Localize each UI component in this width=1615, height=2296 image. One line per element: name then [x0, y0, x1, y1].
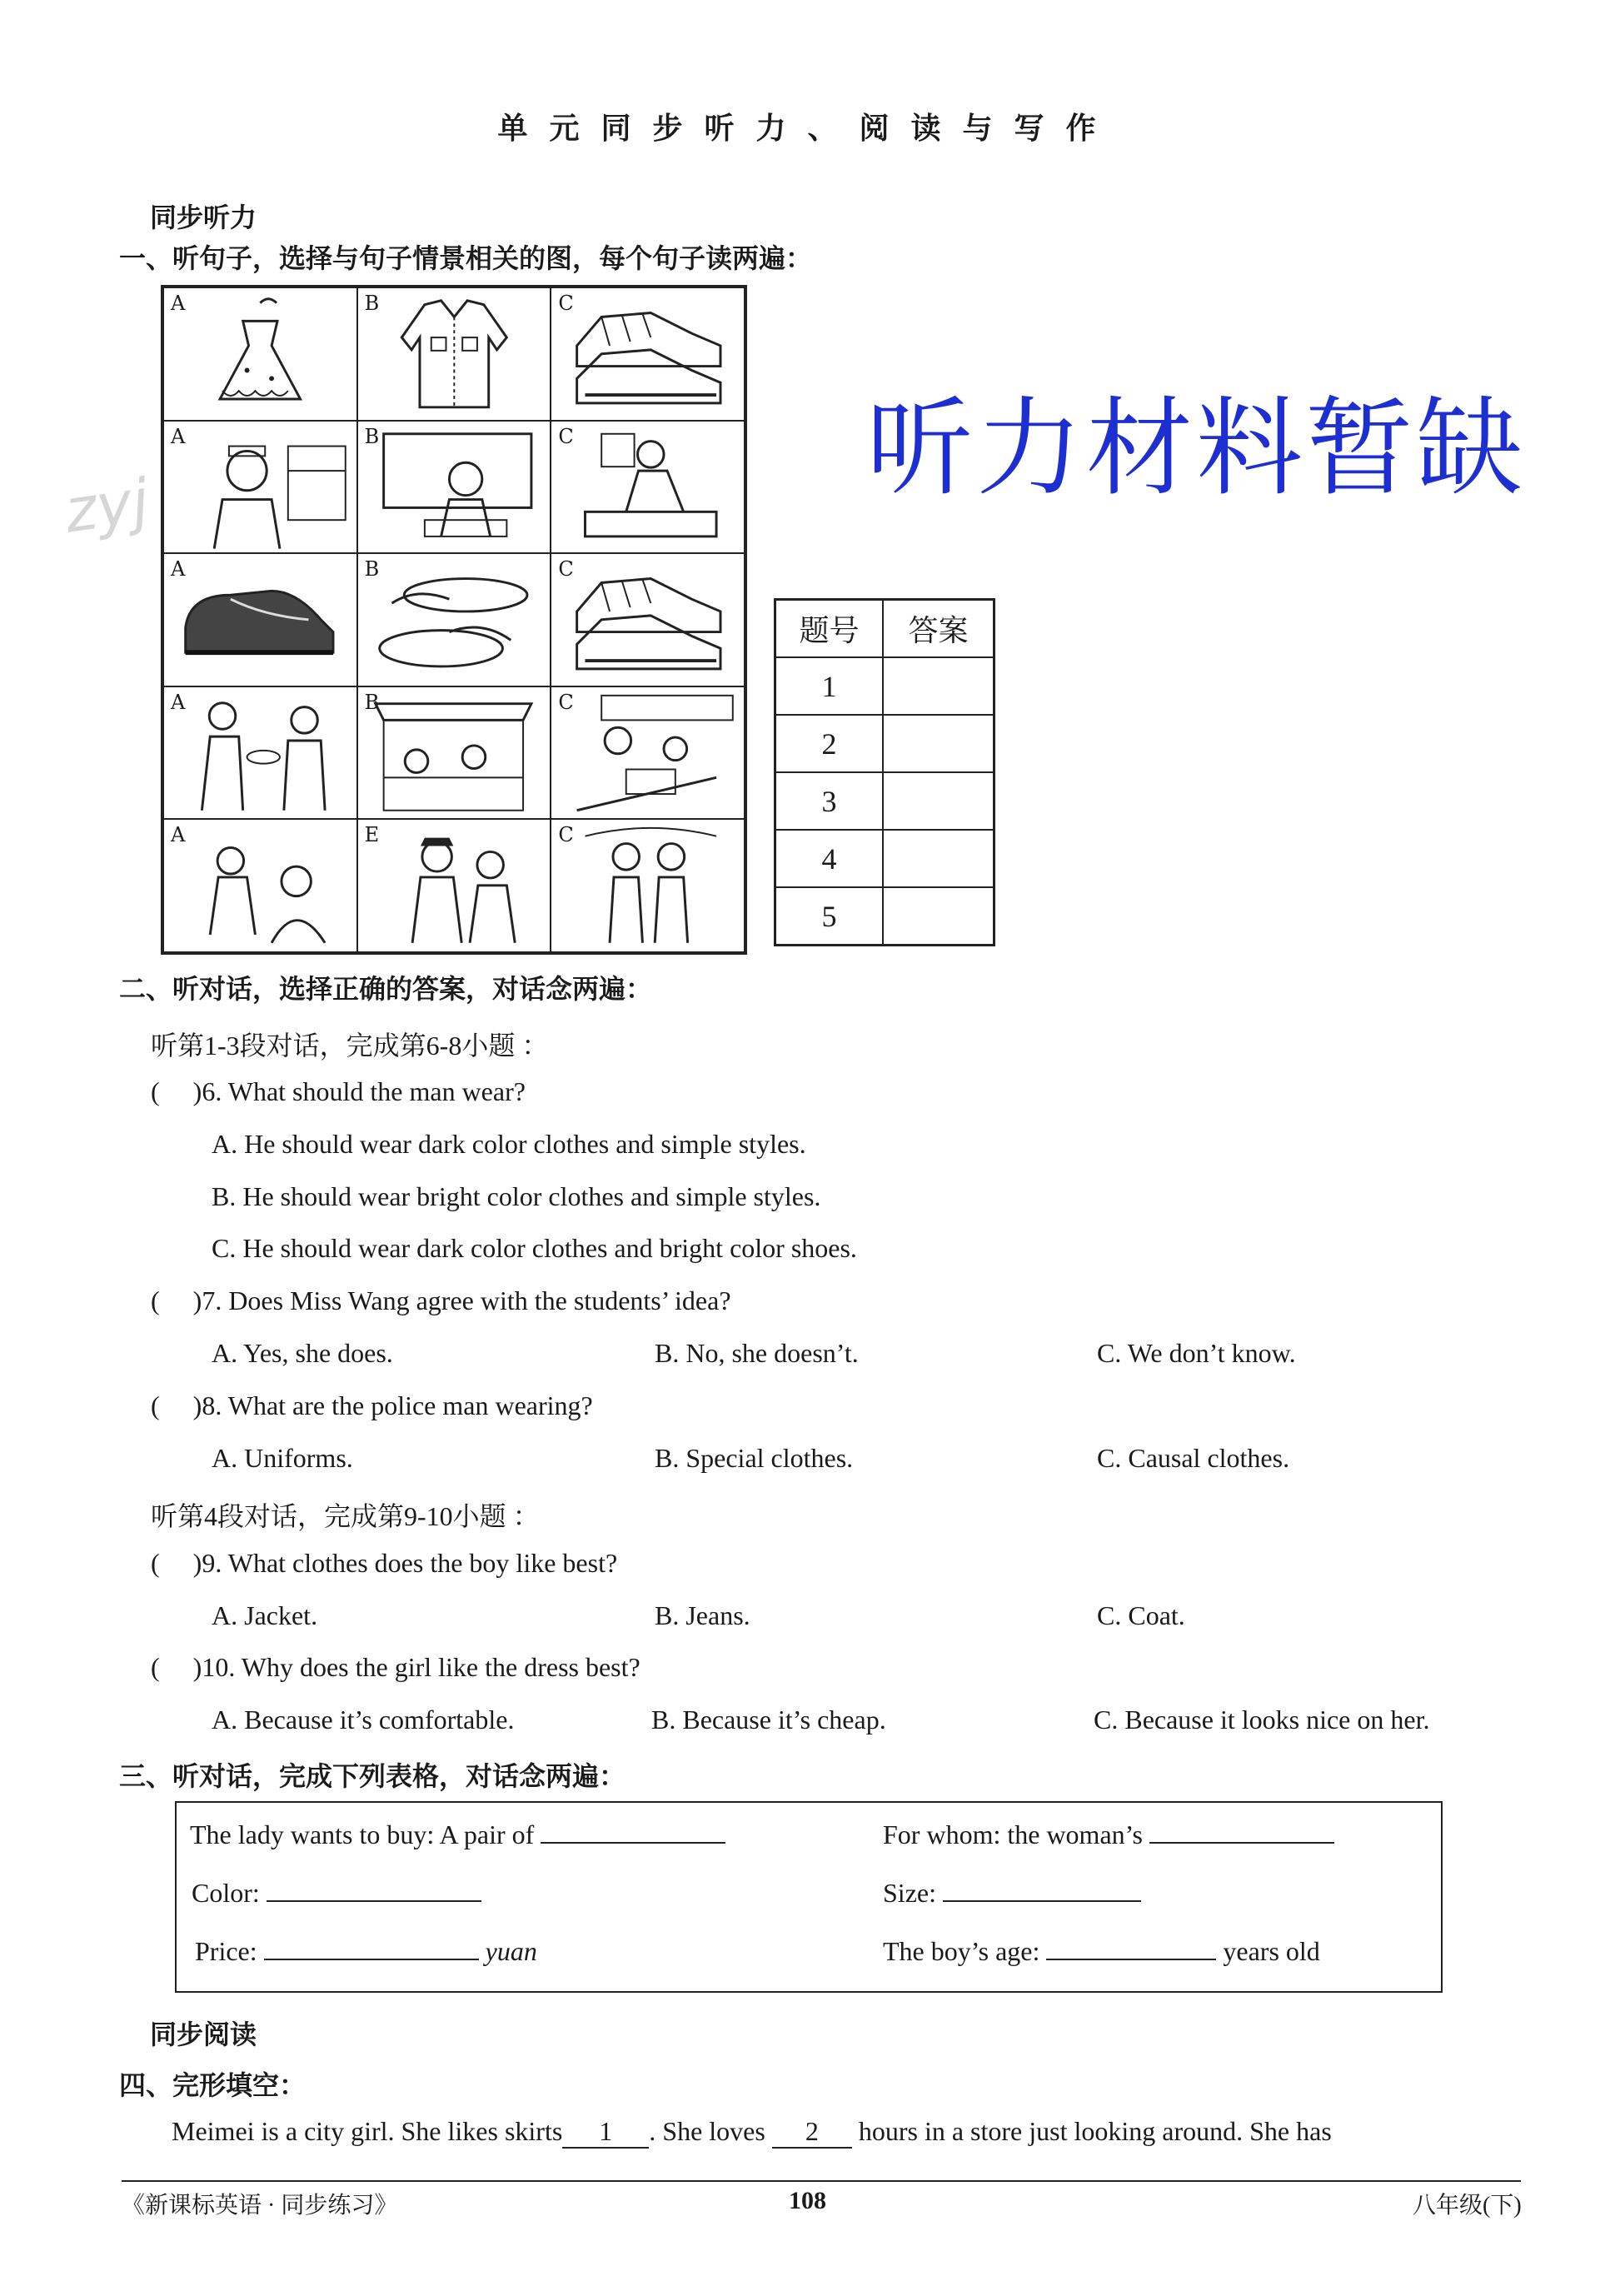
fill-row	[190, 1819, 725, 1850]
part3-heading: 三、听对话，完成下列表格，对话念两遍：	[119, 1760, 626, 1792]
question-9	[151, 1548, 617, 1579]
page-title: 单元同步听力、阅读与写作	[497, 112, 1118, 146]
leather-shoe-icon	[164, 554, 356, 686]
part2-instruction-1: 听第1-3段对话，完成第6-8小题 ：	[151, 1031, 549, 1061]
table-row	[775, 772, 994, 830]
picture-cell	[163, 421, 357, 554]
question-text: )7. Does Miss Wang agree with the students’ idea?	[192, 1285, 731, 1315]
table-row	[775, 887, 994, 946]
picture-cell	[357, 421, 551, 554]
fill-row	[192, 1878, 481, 1909]
picture-grid	[161, 285, 747, 955]
table-header: 题号	[775, 600, 884, 658]
option: C. Because it looks nice on her.	[1094, 1705, 1430, 1734]
missing-materials-stamp: 听力材料暂缺	[866, 387, 1527, 511]
answer-cell[interactable]	[883, 772, 994, 830]
picture-label: E	[364, 823, 380, 847]
option: C. Causal clothes.	[1097, 1443, 1290, 1473]
listening-heading: 同步听力	[150, 202, 257, 233]
picture-label: B	[364, 292, 380, 315]
part4-heading: 四、完形填空：	[119, 2069, 307, 2101]
picture-cell	[357, 287, 551, 421]
table-row	[775, 657, 994, 715]
blank-field[interactable]	[267, 1880, 481, 1902]
picture-cell	[551, 819, 745, 952]
picture-cell	[551, 421, 745, 554]
answer-cell[interactable]	[883, 887, 994, 946]
cloze-paragraph	[172, 2116, 1332, 2149]
footer-grade: 八年级(下)	[1413, 2193, 1522, 2219]
police-icon	[358, 820, 551, 951]
question-text: )8. What are the police man wearing?	[192, 1390, 593, 1420]
page-number: 108	[789, 2187, 826, 2214]
sneakers-icon	[551, 288, 744, 420]
option: C. We don’t know.	[1097, 1338, 1296, 1368]
table-header-row	[775, 600, 994, 658]
store-icon	[358, 687, 551, 819]
fill-label: Color:	[192, 1878, 260, 1908]
blank-field[interactable]	[1046, 1939, 1216, 1960]
answer-cell[interactable]	[883, 830, 994, 887]
fill-row	[883, 1878, 1141, 1909]
question-text: )10. Why does the girl like the dress best?	[192, 1652, 641, 1682]
picture-label: A	[171, 292, 186, 315]
friends-walking-icon	[551, 820, 744, 951]
answer-table	[774, 598, 995, 946]
question-7	[151, 1285, 731, 1316]
nurse-patient-icon	[164, 820, 356, 951]
picture-cell	[163, 553, 357, 686]
doctor-icon	[164, 422, 356, 553]
blank-field[interactable]	[541, 1822, 725, 1844]
footer-divider	[122, 2180, 1521, 2182]
fill-label: The lady wants to buy: A pair of	[190, 1819, 535, 1849]
picture-cell	[357, 819, 551, 952]
option: C. He should wear dark color clothes and bright color shoes.	[212, 1233, 857, 1263]
question-6	[151, 1076, 526, 1107]
option: B. Special clothes.	[655, 1443, 854, 1473]
fill-label: Size:	[883, 1878, 936, 1908]
option: A. Because it’s comfortable.	[212, 1705, 515, 1734]
option: B. Because it’s cheap.	[651, 1705, 886, 1734]
table-row	[775, 830, 994, 887]
table-header: 答案	[883, 600, 994, 658]
picture-cell	[163, 287, 357, 421]
shopping-icon	[551, 687, 744, 819]
question-8	[151, 1390, 593, 1421]
fill-label: For whom: the woman’s	[883, 1819, 1143, 1849]
shirt-icon	[358, 288, 551, 420]
slippers-icon	[358, 554, 551, 686]
fill-in-table	[175, 1801, 1443, 1993]
picture-label: B	[364, 424, 380, 448]
option: C. Coat.	[1097, 1600, 1185, 1630]
question-number: 1	[775, 657, 884, 715]
answer-paren[interactable]: (	[151, 1652, 160, 1682]
blank-field[interactable]	[1149, 1822, 1334, 1844]
picture-cell	[551, 686, 745, 820]
fill-row	[195, 1936, 537, 1967]
question-text: )9. What clothes does the boy like best?	[192, 1548, 618, 1578]
answer-paren[interactable]: (	[151, 1548, 160, 1578]
question-number: 3	[775, 772, 884, 830]
cloze-blank-1[interactable]: 1	[562, 2116, 649, 2149]
option: B. No, she doesn’t.	[655, 1338, 859, 1368]
part2-instruction-2: 听第4段对话，完成第9-10小题 ：	[151, 1501, 540, 1531]
answer-cell[interactable]	[883, 657, 994, 715]
part2-heading: 二、听对话，选择正确的答案，对话念两遍：	[119, 973, 653, 1005]
picture-cell	[163, 686, 357, 820]
option: A. He should wear dark color clothes and simple styles.	[212, 1129, 806, 1159]
question-text: )6. What should the man wear?	[192, 1076, 526, 1106]
answer-cell[interactable]	[883, 715, 994, 772]
cloze-blank-2[interactable]: 2	[772, 2116, 852, 2149]
sneakers-icon	[551, 554, 744, 686]
picture-cell	[551, 553, 745, 686]
question-number: 2	[775, 715, 884, 772]
picture-label: B	[364, 557, 380, 581]
fill-row	[883, 1936, 1320, 1967]
picture-label: A	[171, 823, 186, 847]
option: A. Yes, she does.	[212, 1338, 393, 1368]
picture-cell	[551, 287, 745, 421]
answer-paren[interactable]: (	[151, 1285, 160, 1315]
picture-label: C	[558, 424, 574, 448]
picture-label: C	[558, 823, 574, 847]
cloze-text: hours in a store just looking around. She has	[858, 2116, 1332, 2146]
option: B. Jeans.	[655, 1600, 750, 1630]
answer-paren[interactable]: (	[151, 1390, 160, 1420]
picture-cell	[163, 819, 357, 952]
table-row	[775, 715, 994, 772]
question-10	[151, 1652, 641, 1683]
reading-heading: 同步阅读	[150, 2019, 257, 2050]
picture-cell	[357, 553, 551, 686]
answer-paren[interactable]: (	[151, 1076, 160, 1106]
question-number: 5	[775, 887, 884, 946]
part1-heading: 一、听句子，选择与句子情景相关的图，每个句子读两遍：	[119, 242, 813, 274]
worker-icon	[551, 422, 744, 553]
picture-label: C	[558, 292, 574, 315]
picture-label: C	[558, 690, 574, 714]
blank-field[interactable]	[943, 1880, 1141, 1902]
unit-label: years old	[1223, 1936, 1320, 1966]
people-talking-icon	[164, 687, 356, 819]
unit-label: yuan	[485, 1936, 537, 1966]
picture-label: A	[171, 424, 186, 448]
dress-icon	[164, 288, 356, 420]
option: A. Jacket.	[212, 1600, 318, 1630]
fill-row	[883, 1819, 1334, 1850]
fill-label: The boy’s age:	[883, 1936, 1040, 1966]
picture-label: A	[171, 557, 186, 581]
cloze-text: . She loves	[649, 2116, 765, 2146]
option: A. Uniforms.	[212, 1443, 353, 1473]
picture-cell	[357, 686, 551, 820]
picture-label: C	[558, 557, 574, 581]
picture-label: A	[171, 690, 186, 714]
blank-field[interactable]	[264, 1939, 479, 1960]
question-number: 4	[775, 830, 884, 887]
option: B. He should wear bright color clothes and simple styles.	[212, 1181, 821, 1211]
watermark: zyj	[60, 465, 153, 547]
cloze-text: Meimei is a city girl. She likes skirts	[172, 2116, 563, 2146]
teacher-icon	[358, 422, 551, 553]
picture-label: B	[364, 690, 380, 714]
footer-book-title: 《新课标英语 · 同步练习》	[122, 2193, 398, 2219]
fill-label: Price:	[195, 1936, 257, 1966]
